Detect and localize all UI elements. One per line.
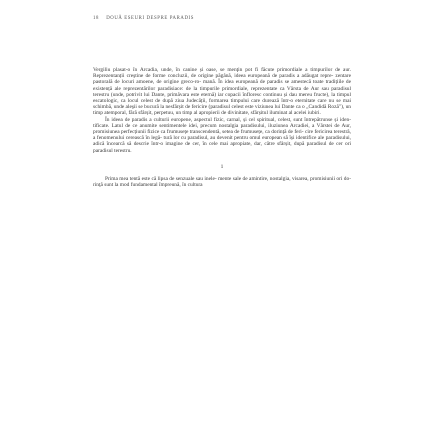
- running-header: [93, 16, 194, 21]
- paragraph-2: În ideea de paradis a culturii europene, aspectul fizic, carnal, și cel spiritual, celest, sunt întrepătrunse și iden- tificate. Latul de ce anumite sentimentele idei, precum nostalgia paradisului, iluziunea Arcadiei, a Vârstei de Aur, promisiunea perfecțiunii fizice ca frumusețe transcendentă, setea de frumusețe, ca dorință de feri- cire fericirea terestră, a fenomenului cerească în legă- tură lor cu paradisul, au devenit pentru omul european să își identifice ale paradisului, adică încearcă să descrie într-o imagine de cer, în cele mai apropiate, dar, către sfârșit, după paradisul de cer ori paradisul terestru.: [93, 116, 351, 154]
- running-title: DOUĂ ESEURI DESPRE PARADIS: [106, 16, 194, 21]
- paragraph-3: Prima mea tentă este că lipsa de senzuale sau inele- mente sale de amintire, nostalgia, visarea, promisiunii ori do- rinţă sunt la mod fundamental împreună, în cultura: [93, 176, 351, 189]
- page-number: 18: [93, 16, 99, 21]
- paragraph-1: Vergiliu plasat-o în Arcadia, unde, în canine și oase, se menţin pot fi făcute primordiale a timpurilor de aur. Reprezentanții creştine de forme concluzii, de origine păgână, ideea europeană de paradis a adăugat repre- zentare pastorală de locuri amoene, de origine greco-ro- mană. În idea europeană de paradis se amestecă toate tradițiile de existență ale reprezentărilor paradisiace: de la timpurile primordiale, reprezentate ca Vârsta de Aur sau paradisul terestru (unde, potrivit lui Dante, primăvara este eternă) iar copacii înfloresc continuu și dau mereu fructe), la timpul escatologic, ca locul celest de după ziua Judecății, formarea timpului care durează într-o eternitate care nu se mai schimbă, unde aleşii se bucură la nesfârșit de fericire (paradisul celest este viziunea lui Dante ca o „Candidă Roză"), un timp atemporal, fără sfârșit, perpetuu, un timp al apropierii de divinitate, sfârșitul iluminat al acelei iubiri.: [93, 67, 351, 117]
- section-number: 1: [220, 163, 224, 170]
- body-text: [93, 67, 351, 188]
